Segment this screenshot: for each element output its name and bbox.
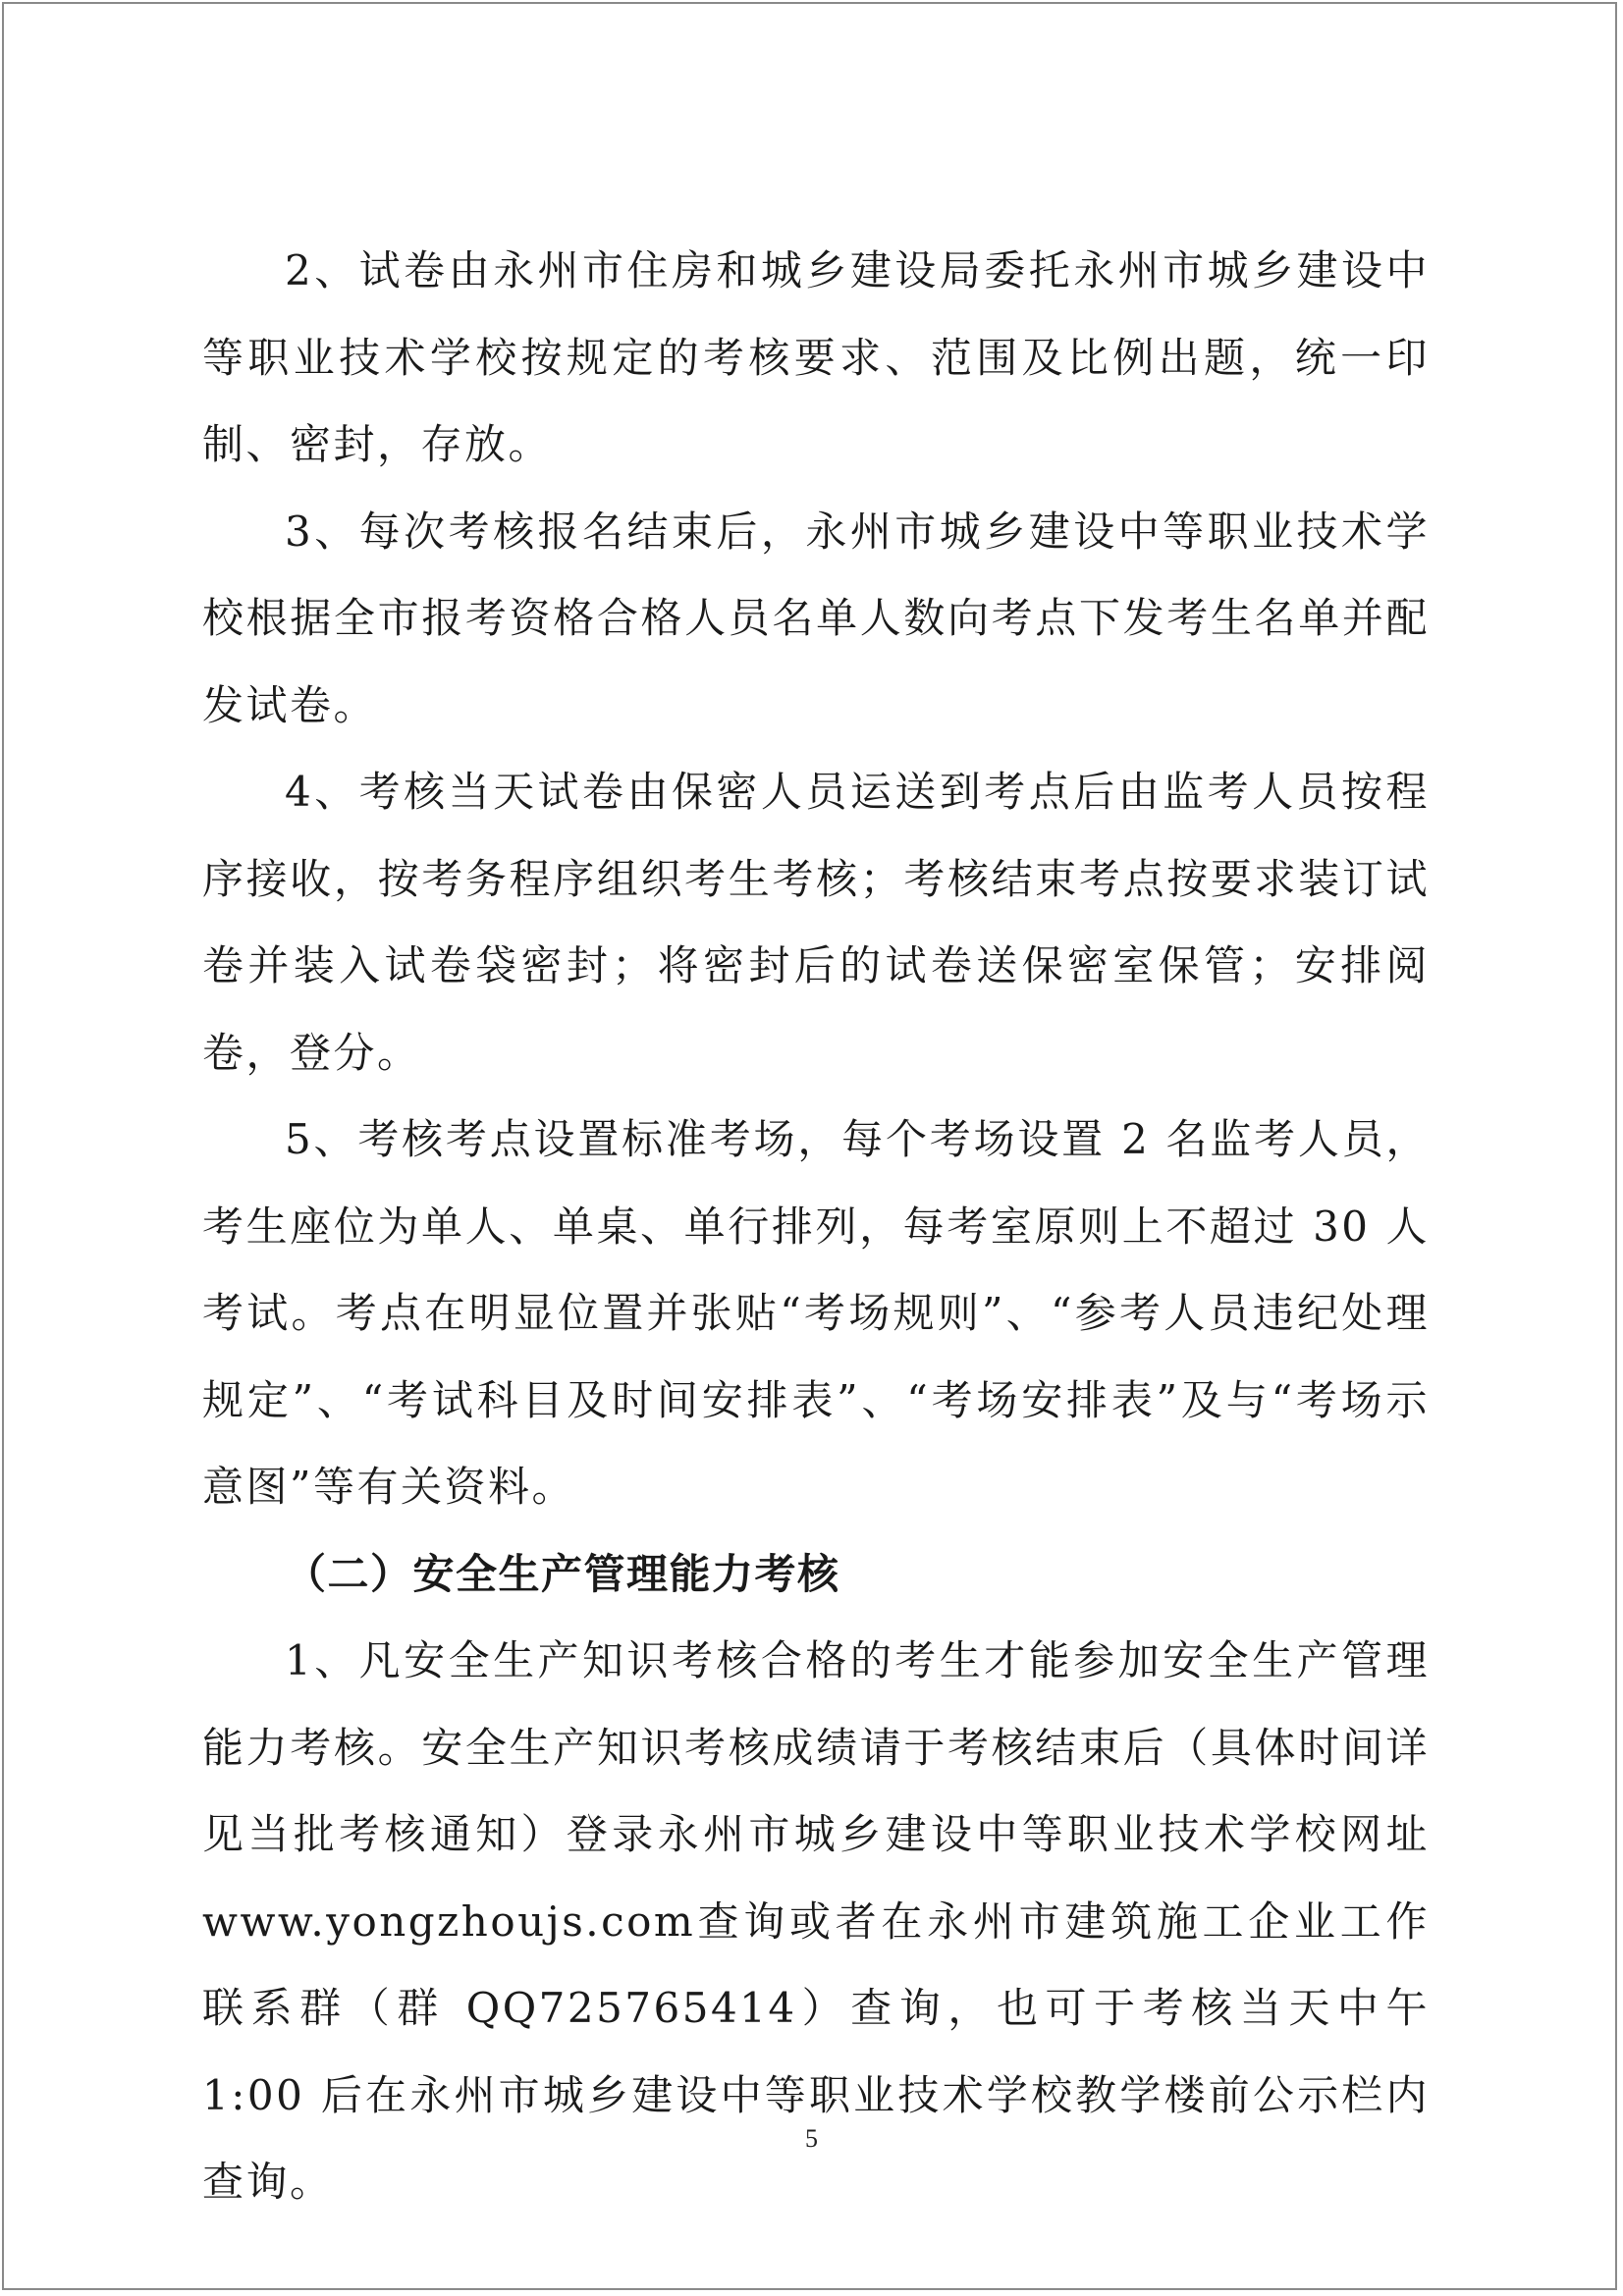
paragraph-item-3: 3、每次考核报名结束后，永州市城乡建设中等职业技术学校根据全市报考资格合格人员名单人数向考点下发考生名单并配发试卷。	[202, 507, 1430, 729]
page-number: 5	[805, 2124, 818, 2153]
paragraph-item-4: 4、考核当天试卷由保密人员运送到考点后由监考人员按程序接收，按考务程序组织考生考核；考核结束考点按要求装订试卷并装入试卷袋密封；将密封后的试卷送保密室保管；安排阅卷，登分。	[202, 768, 1430, 1077]
section-heading: （二）安全生产管理能力考核	[285, 1549, 840, 1598]
paragraph-item-2: 2、试卷由永州市住房和城乡建设局委托永州市城乡建设中等职业技术学校按规定的考核要求、范围及比例出题，统一印制、密封，存放。	[202, 246, 1430, 468]
paragraph-item-5: 5、考核考点设置标准考场，每个考场设置 2 名监考人员，考生座位为单人、单桌、单行排列，每考室原则上不超过 30 人考试。考点在明显位置并张贴“考场规则”、“参考人员违纪处理规定”、“考试科目及时间安排表”、“考场安排表”及与“考场示意图”等有关资料。	[202, 1115, 1430, 1511]
paragraph-item-1: 1、凡安全生产知识考核合格的考生才能参加安全生产管理能力考核。安全生产知识考核成绩请于考核结束后（具体时间详见当批考核通知）登录永州市城乡建设中等职业技术学校网址www.yongzhoujs.com查询或者在永州市建筑施工企业工作联系群（群 QQ725765414）查询，也可于考核当天中午 1:00 后在永州市城乡建设中等职业技术学校教学楼前公示栏内查询。	[202, 1636, 1430, 2206]
document-body	[202, 228, 1430, 2226]
